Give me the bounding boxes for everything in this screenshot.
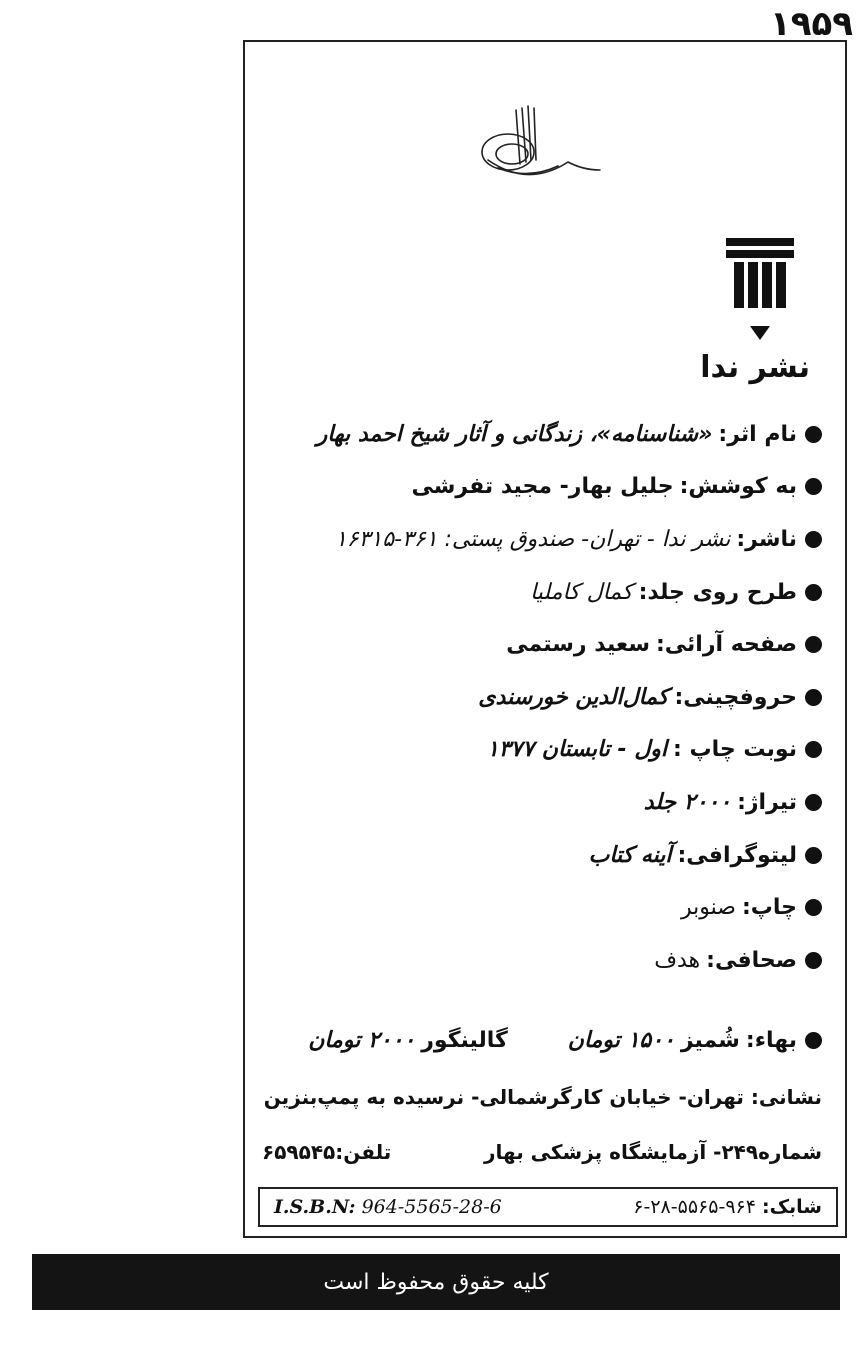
entry-binding [262,934,822,987]
isbn-box [258,1187,838,1227]
entry-label: به کوشش: [679,474,797,500]
entry-typesetting [262,671,822,724]
copyright-text: کلیه حقوق محفوظ است [323,1269,549,1295]
entry-circulation [262,776,822,829]
publisher-name: نشر ندا [700,350,810,385]
entry-label: ناشر: [736,526,797,552]
entry-printing [262,881,822,934]
handwritten-stamp-number: ۱۹۵۹ [770,4,854,44]
address-text: شماره۲۴۹- آزمایشگاه پزشکی بهار [483,1140,822,1164]
hardcover-label: گالینگور [421,1028,508,1053]
entry-label: تیراژ: [737,789,797,815]
bullet-icon [805,741,822,758]
entry-layout [262,618,822,671]
entry-label: لیتوگرافی: [677,842,797,868]
entry-publisher [262,513,822,566]
phone-text: تلفن:۶۵۹۵۴۵ [262,1140,392,1164]
entry-value: نشر ندا - تهران- صندوق پستی: ۳۶۱-۱۶۳۱۵ [334,526,731,552]
bullet-icon [805,952,822,969]
entry-value: «شناسنامه»، زندگانی و آثار شیخ احمد بهار [316,421,713,447]
publisher-logo-icon [720,230,800,350]
entry-title [262,408,822,461]
entry-label: حروفچینی: [674,684,797,710]
entry-value: هدف [654,947,701,973]
address-line-2 [262,1140,822,1164]
isbn-latin [274,1196,502,1218]
bullet-icon [805,426,822,443]
bullet-icon [805,689,822,706]
tughra-calligraphy-icon [468,100,608,190]
isbn-persian-label: شابک: [761,1196,822,1218]
bullet-icon [805,584,822,601]
bullet-icon [805,531,822,548]
entry-label: چاپ: [741,895,797,921]
address-line-1 [262,1085,822,1109]
entry-value: آینه کتاب [588,842,672,868]
entry-label: نوبت چاپ : [673,737,797,763]
entry-cover-design [262,566,822,619]
bullet-icon [805,794,822,811]
entry-value: کمال کاملیا [530,579,633,605]
price-row [262,1028,822,1053]
paperback-label: شُمیز [680,1028,740,1053]
entry-value: صنوبر [681,895,736,921]
isbn-persian [633,1196,822,1218]
entry-lithography [262,829,822,882]
entry-value: جلیل بهار- مجید تفرشی [411,474,674,500]
imprint-entries [262,408,822,987]
entry-value: سعید رستمی [506,632,650,658]
bullet-icon [805,478,822,495]
bullet-icon [805,899,822,916]
entry-label: صحافی: [706,947,797,973]
isbn-latin-label: I.S.B.N: [274,1196,356,1218]
paperback-price: ۱۵۰۰ تومان [567,1028,675,1053]
price-label: بهاء: [745,1028,797,1053]
entry-value: کمال‌الدین خورسندی [478,684,669,710]
bullet-icon [805,1032,822,1049]
isbn-latin-value: 964-5565-28-6 [361,1196,502,1218]
entry-print-run [262,724,822,777]
entry-editors [262,461,822,514]
address-text: نشانی: تهران- خیابان کارگرشمالی- نرسیده به پمپ‌بنزین [263,1085,822,1109]
isbn-persian-value: ۹۶۴-۵۵۶۵-۲۸-۶ [633,1196,756,1218]
entry-label: نام اثر: [718,421,797,447]
copyright-banner [32,1254,840,1310]
entry-value: اول - تابستان ۱۳۷۷ [486,737,668,763]
bullet-icon [805,636,822,653]
bullet-icon [805,847,822,864]
entry-label: طرح روی جلد: [638,579,797,605]
entry-label: صفحه آرائی: [655,632,797,658]
entry-value: ۲۰۰۰ جلد [643,789,732,815]
hardcover-price: ۲۰۰۰ تومان [308,1028,416,1053]
